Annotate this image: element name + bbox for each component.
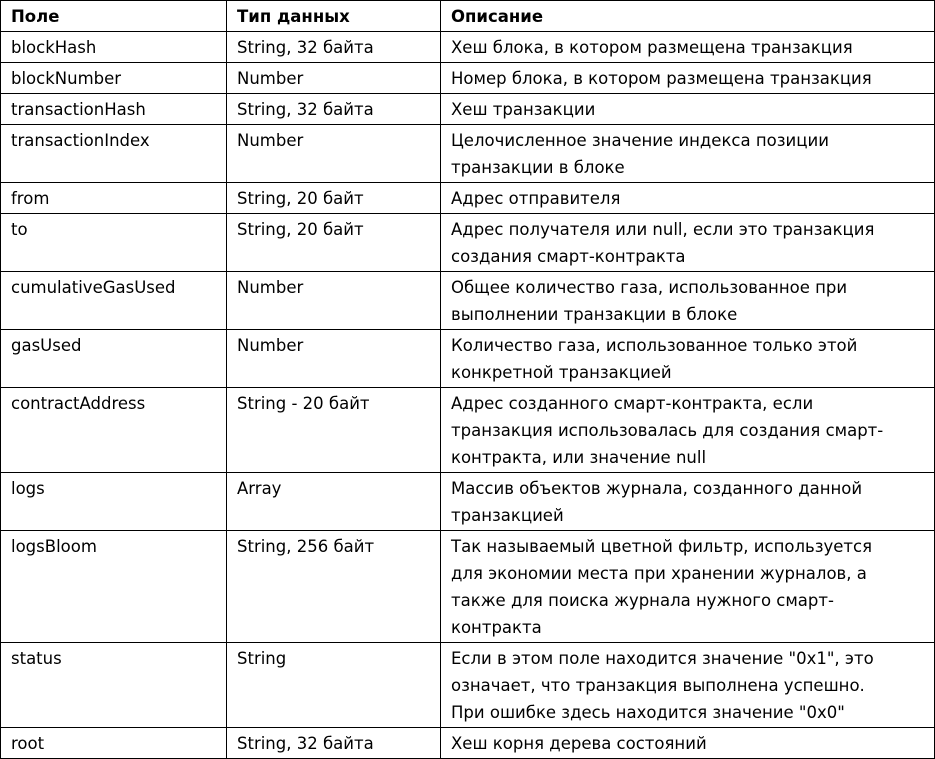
description-cell: Хеш блока, в котором размещена транзакция	[441, 32, 935, 63]
table-row	[1, 214, 935, 272]
description-cell: Хеш корня дерева состояний	[441, 728, 935, 759]
description-cell: Массив объектов журнала, созданного данной транзакцией	[441, 473, 935, 531]
data-type-cell: String, 32 байта	[227, 728, 441, 759]
field-name-cell: contractAddress	[1, 388, 227, 473]
table-row	[1, 388, 935, 473]
table-row	[1, 531, 935, 643]
data-type-cell: String, 20 байт	[227, 183, 441, 214]
column-header-type: Тип данных	[227, 1, 441, 32]
table-row	[1, 473, 935, 531]
description-cell: Хеш транзакции	[441, 94, 935, 125]
description-cell: Количество газа, использованное только этой конкретной транзакцией	[441, 330, 935, 388]
data-type-cell: String, 20 байт	[227, 214, 441, 272]
data-type-cell: String, 32 байта	[227, 94, 441, 125]
field-name-cell: logs	[1, 473, 227, 531]
field-name-cell: transactionHash	[1, 94, 227, 125]
column-header-field: Поле	[1, 1, 227, 32]
description-cell: Номер блока, в котором размещена транзакция	[441, 63, 935, 94]
table-row	[1, 94, 935, 125]
data-type-cell: Number	[227, 330, 441, 388]
data-type-cell: String	[227, 643, 441, 728]
table-row	[1, 728, 935, 759]
field-name-cell: blockHash	[1, 32, 227, 63]
data-type-cell: Number	[227, 272, 441, 330]
table-row	[1, 272, 935, 330]
table-row	[1, 63, 935, 94]
data-type-cell: Array	[227, 473, 441, 531]
field-name-cell: from	[1, 183, 227, 214]
field-name-cell: status	[1, 643, 227, 728]
description-cell: Если в этом поле находится значение "0x1", это означает, что транзакция выполнена успешно. При ошибке здесь находится значение "0x0"	[441, 643, 935, 728]
table-row	[1, 183, 935, 214]
table-row	[1, 643, 935, 728]
description-cell: Целочисленное значение индекса позиции транзакции в блоке	[441, 125, 935, 183]
table-row	[1, 125, 935, 183]
data-type-cell: Number	[227, 63, 441, 94]
description-cell: Так называемый цветной фильтр, используется для экономии места при хранении журналов, а также для поиска журнала нужного смарт- контракта	[441, 531, 935, 643]
table-header-row	[1, 1, 935, 32]
table-row	[1, 32, 935, 63]
data-type-cell: Number	[227, 125, 441, 183]
table-row	[1, 330, 935, 388]
column-header-description: Описание	[441, 1, 935, 32]
description-cell: Адрес получателя или null, если это транзакция создания смарт-контракта	[441, 214, 935, 272]
description-cell: Адрес отправителя	[441, 183, 935, 214]
description-cell: Адрес созданного смарт-контракта, если транзакция использовалась для создания смарт- контракта, или значение null	[441, 388, 935, 473]
field-name-cell: blockNumber	[1, 63, 227, 94]
data-type-cell: String, 32 байта	[227, 32, 441, 63]
field-name-cell: to	[1, 214, 227, 272]
data-type-cell: String - 20 байт	[227, 388, 441, 473]
description-cell: Общее количество газа, использованное при выполнении транзакции в блоке	[441, 272, 935, 330]
data-type-cell: String, 256 байт	[227, 531, 441, 643]
field-name-cell: gasUsed	[1, 330, 227, 388]
field-name-cell: transactionIndex	[1, 125, 227, 183]
field-name-cell: cumulativeGasUsed	[1, 272, 227, 330]
field-name-cell: logsBloom	[1, 531, 227, 643]
field-name-cell: root	[1, 728, 227, 759]
